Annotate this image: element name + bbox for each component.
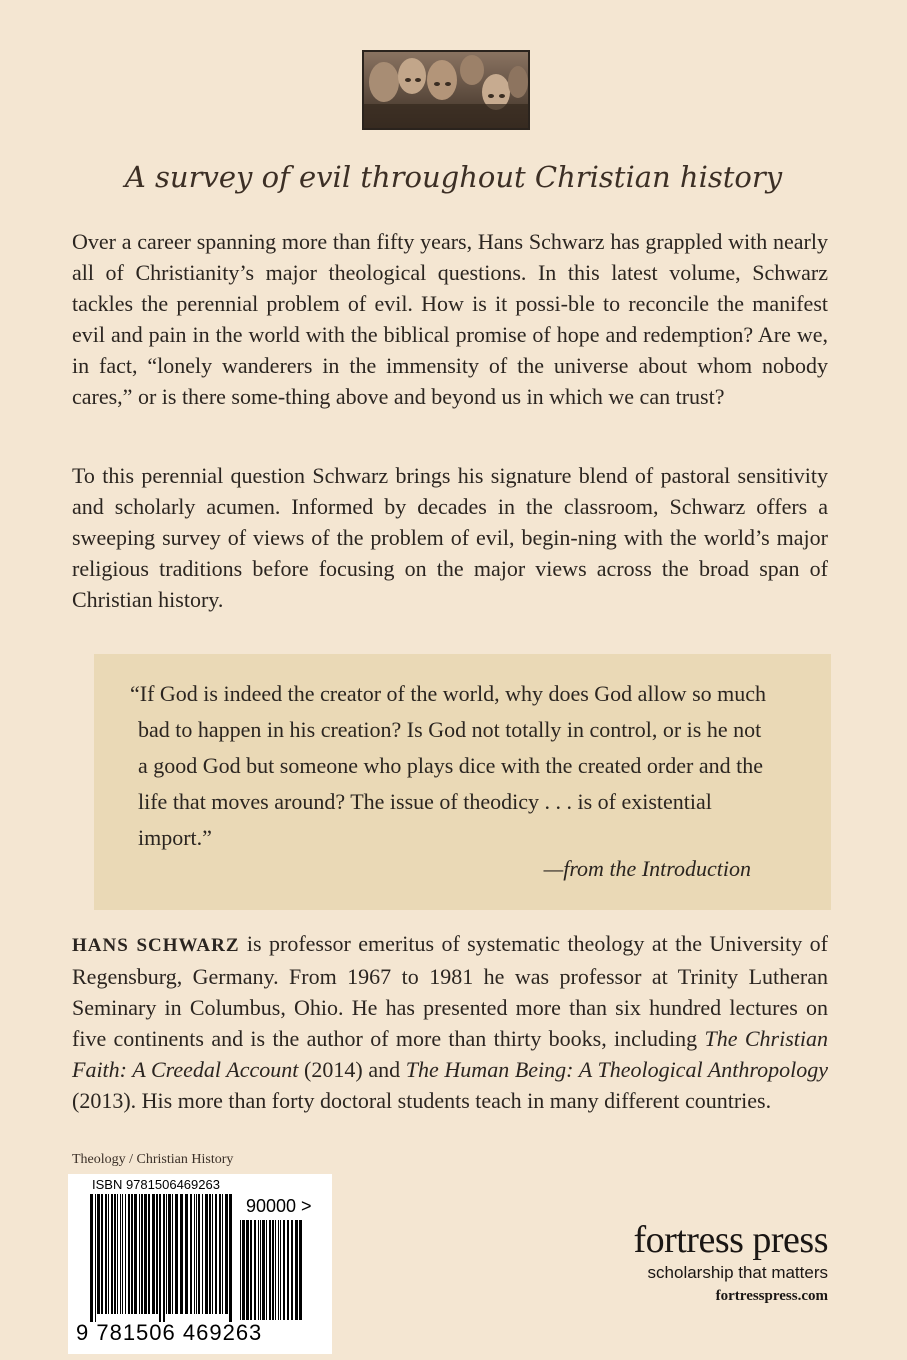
barcode-bar [194, 1194, 195, 1314]
addon-barcode-bars [240, 1220, 304, 1320]
barcode-bar [117, 1194, 118, 1314]
barcode-bar [122, 1194, 123, 1314]
barcode-bar [152, 1194, 155, 1314]
bio-text-3: (2013). His more than forty doctoral students teach in many different countries. [72, 1088, 772, 1113]
barcode-bar [295, 1220, 298, 1320]
barcode-bar [240, 1220, 241, 1320]
barcode-bar [278, 1220, 279, 1320]
pull-quote-source: —from the Introduction [543, 856, 751, 881]
barcode-bars [90, 1194, 232, 1322]
author-bio [72, 928, 828, 1116]
barcode-bar [90, 1194, 93, 1322]
barcode-bar [222, 1194, 223, 1314]
publisher-name: fortress press [633, 1219, 828, 1261]
barcode-bar [229, 1194, 232, 1322]
barcode-bar [260, 1220, 261, 1320]
barcode-bar [172, 1194, 173, 1314]
barcode-bar [219, 1194, 221, 1314]
barcode-bar [283, 1220, 285, 1320]
publisher-tagline: scholarship that matters [647, 1263, 828, 1282]
barcode-bar [156, 1194, 158, 1314]
barcode-bar [114, 1194, 116, 1314]
publisher-url: fortresspress.com [715, 1288, 828, 1304]
barcode-bar [287, 1220, 289, 1320]
barcode-bar [196, 1194, 197, 1314]
barcode-bar [272, 1220, 274, 1320]
isbn-label: ISBN 9781506469263 [92, 1177, 220, 1192]
barcode-bar [95, 1194, 96, 1322]
publisher-block [633, 1218, 828, 1308]
barcode-bar [125, 1194, 126, 1314]
barcode-bar [205, 1194, 208, 1314]
barcode-bar [246, 1220, 249, 1320]
book-title-2: The Human Being: A Theological Anthropology [405, 1057, 828, 1082]
barcode-bar [202, 1194, 203, 1314]
barcode-bar [185, 1194, 188, 1314]
cover-artwork [362, 50, 530, 130]
barcode-bar [141, 1194, 143, 1314]
barcode-bar [144, 1194, 147, 1314]
barcode-bar [139, 1194, 140, 1314]
isbn-digits: 9 781506 469263 [76, 1320, 263, 1345]
barcode-bar [266, 1220, 267, 1320]
barcode-bar [163, 1194, 165, 1322]
barcode-bar [258, 1220, 259, 1320]
barcode-bar [275, 1220, 276, 1320]
barcode-bar [250, 1220, 252, 1320]
barcode-bar [148, 1194, 150, 1314]
barcode-bar [131, 1194, 133, 1314]
barcode-bar [105, 1194, 107, 1314]
barcode-bar [101, 1194, 103, 1314]
cover-tagline: A survey of evil throughout Christian history [124, 160, 783, 194]
isbn-barcode [68, 1174, 332, 1354]
barcode-bar [175, 1194, 178, 1314]
barcode-bar [134, 1194, 137, 1314]
barcode-bar [159, 1194, 161, 1322]
price-code: 90000 > [246, 1196, 312, 1216]
barcode-bar [212, 1194, 213, 1314]
barcode-bar [198, 1194, 200, 1314]
barcode-bar [209, 1194, 211, 1314]
description-paragraph-2: To this perennial question Schwarz brings his signature blend of pastoral sensitivity and scholarly acumen. Informed by decades in the classroom, Schwarz offers a sweeping survey of views of the problem of evil, begin-ning with the world’s major religious traditions before focusing on the major views across the broad span of Christian history. [72, 463, 828, 612]
bio-text-1: is professor emeritus of systematic theology at the University of Regensburg, Germany. From 1967 to 1981 he was professor at Trinity Lutheran Seminary in Columbus, Ohio. He has presented more than six hundred lectures on five continents and is the author of more than thirty books, including [72, 931, 828, 1051]
book-title-1: The Christian Faith: A Creedal Account [72, 1026, 828, 1082]
barcode-bar [168, 1194, 171, 1314]
description-paragraph-1: Over a career spanning more than fifty years, Hans Schwarz has grappled with nearly all of Christianity’s major theological questions. In this latest volume, Schwarz tackles the perennial problem of evil. How is it possi-ble to reconcile the manifest evil and pain in the world with the biblical promise of hope and redemption? Are we, in fact, “lonely wanderers in the immensity of the universe about whom nobody cares,” or is there some-thing above and beyond us in which we can trust? [72, 229, 828, 409]
barcode-bar [166, 1194, 167, 1314]
barcode-bar [111, 1194, 113, 1314]
barcode-bar [215, 1194, 217, 1314]
barcode-bar [269, 1220, 271, 1320]
barcode-bar [120, 1194, 121, 1314]
barcode-bar [225, 1194, 228, 1314]
barcode-bar [254, 1220, 256, 1320]
barcode-bar [97, 1194, 100, 1314]
pull-quote-text: “If God is indeed the creator of the world, why does God allow so much bad to happen in his creation? Is God not totally in control, or is he not a good God but someone who plays dice with the created order and the life that moves around? The issue of theodicy . . . is of existential import.” [130, 681, 767, 850]
barcode-bar [242, 1220, 245, 1320]
bio-text-2: (2014) and [298, 1057, 406, 1082]
barcode-bar [128, 1194, 130, 1314]
barcode-bar [299, 1220, 302, 1320]
pull-quote-box [94, 654, 831, 910]
barcode-bar [291, 1220, 293, 1320]
barcode-bar [280, 1220, 281, 1320]
barcode-bar [108, 1194, 109, 1314]
category-label: Theology / Christian History [72, 1152, 234, 1167]
barcode-bar [190, 1194, 192, 1314]
barcode-bar [262, 1220, 265, 1320]
barcode-bar [180, 1194, 183, 1314]
author-name: HANS SCHWARZ [72, 935, 240, 956]
